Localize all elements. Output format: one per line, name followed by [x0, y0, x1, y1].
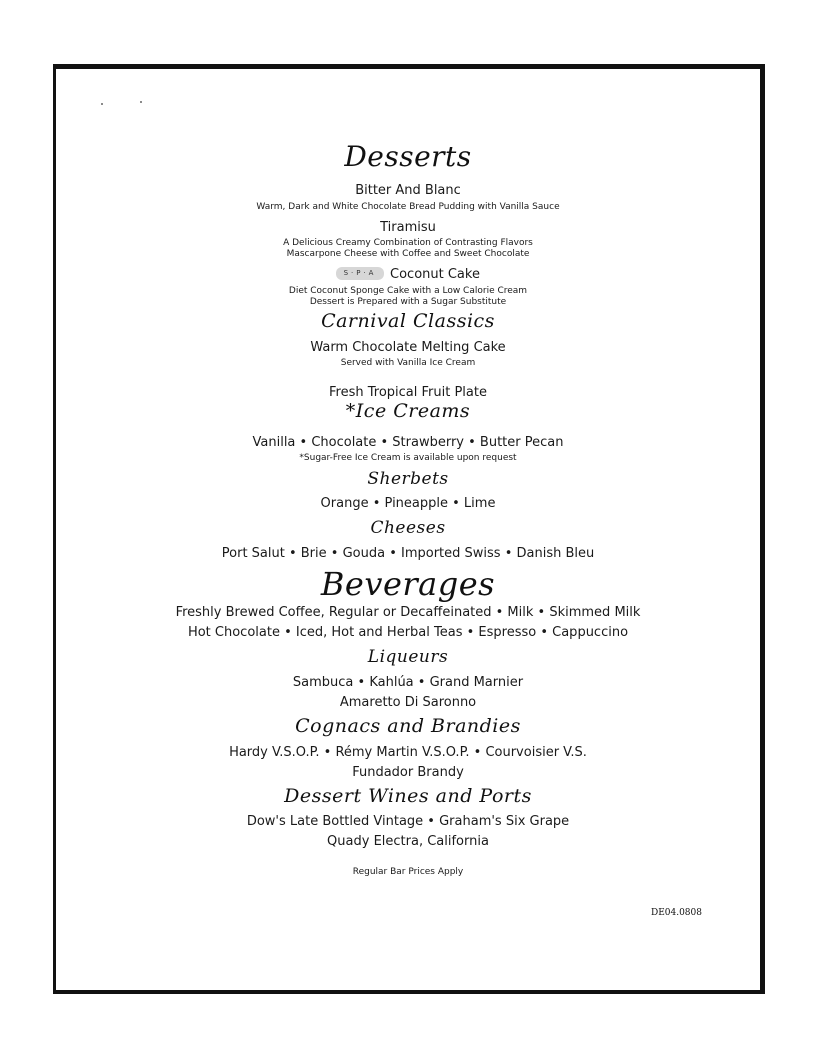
dessert-wines-title: Dessert Wines and Ports	[284, 785, 532, 807]
dessert-wine-line: Dow's Late Bottled Vintage • Graham's Six Grape	[246, 814, 570, 829]
cognac-line: Fundador Brandy	[352, 765, 464, 780]
speck	[140, 101, 142, 103]
dessert-item-row	[0, 267, 816, 283]
dessert-item-desc: A Delicious Creamy Combination of Contrasting Flavors	[283, 238, 533, 248]
desserts-title: Desserts	[344, 140, 472, 173]
classic-item-name: Fresh Tropical Fruit Plate	[329, 385, 487, 400]
dessert-item-name: Bitter And Blanc	[355, 183, 461, 198]
beverage-line: Freshly Brewed Coffee, Regular or Decaffeinated • Milk • Skimmed Milk	[175, 605, 641, 620]
cognacs-title: Cognacs and Brandies	[295, 715, 521, 737]
bar-prices-note: Regular Bar Prices Apply	[352, 867, 464, 877]
dessert-item-desc: Mascarpone Cheese with Coffee and Sweet Chocolate	[286, 249, 530, 259]
classic-item-name: Warm Chocolate Melting Cake	[310, 340, 506, 355]
liqueurs-title: Liqueurs	[367, 647, 449, 667]
sherbet-list: Orange • Pineapple • Lime	[320, 496, 496, 511]
ice-cream-note: *Sugar-Free Ice Cream is available upon request	[299, 453, 517, 463]
carnival-classics-title: Carnival Classics	[321, 310, 495, 332]
dessert-item-desc: Warm, Dark and White Chocolate Bread Pudding with Vanilla Sauce	[256, 202, 560, 212]
dessert-item-desc: Diet Coconut Sponge Cake with a Low Calorie Cream	[288, 286, 528, 296]
classic-item-desc: Served with Vanilla Ice Cream	[340, 358, 476, 368]
liqueur-line: Amaretto Di Saronno	[339, 695, 477, 710]
ice-cream-list: Vanilla • Chocolate • Strawberry • Butter Pecan	[252, 435, 564, 450]
menu-code: DE04.0808	[650, 908, 702, 918]
dessert-item-desc: Dessert is Prepared with a Sugar Substitute	[309, 297, 507, 307]
sherbets-title: Sherbets	[367, 469, 449, 489]
beverages-title: Beverages	[320, 565, 496, 603]
dessert-item-name: Coconut Cake	[390, 267, 480, 282]
cognac-line: Hardy V.S.O.P. • Rémy Martin V.S.O.P. • Courvoisier V.S.	[229, 745, 587, 760]
beverage-line: Hot Chocolate • Iced, Hot and Herbal Teas • Espresso • Cappuccino	[187, 625, 629, 640]
liqueur-line: Sambuca • Kahlúa • Grand Marnier	[292, 675, 524, 690]
cheese-list: Port Salut • Brie • Gouda • Imported Swiss • Danish Bleu	[221, 546, 595, 561]
ice-creams-title: *Ice Creams	[345, 400, 471, 422]
spa-logo: S·P·A	[336, 267, 384, 280]
cheeses-title: Cheeses	[370, 518, 446, 538]
dessert-wine-line: Quady Electra, California	[327, 834, 489, 849]
dessert-item-name: Tiramisu	[380, 220, 436, 235]
speck	[101, 103, 103, 105]
